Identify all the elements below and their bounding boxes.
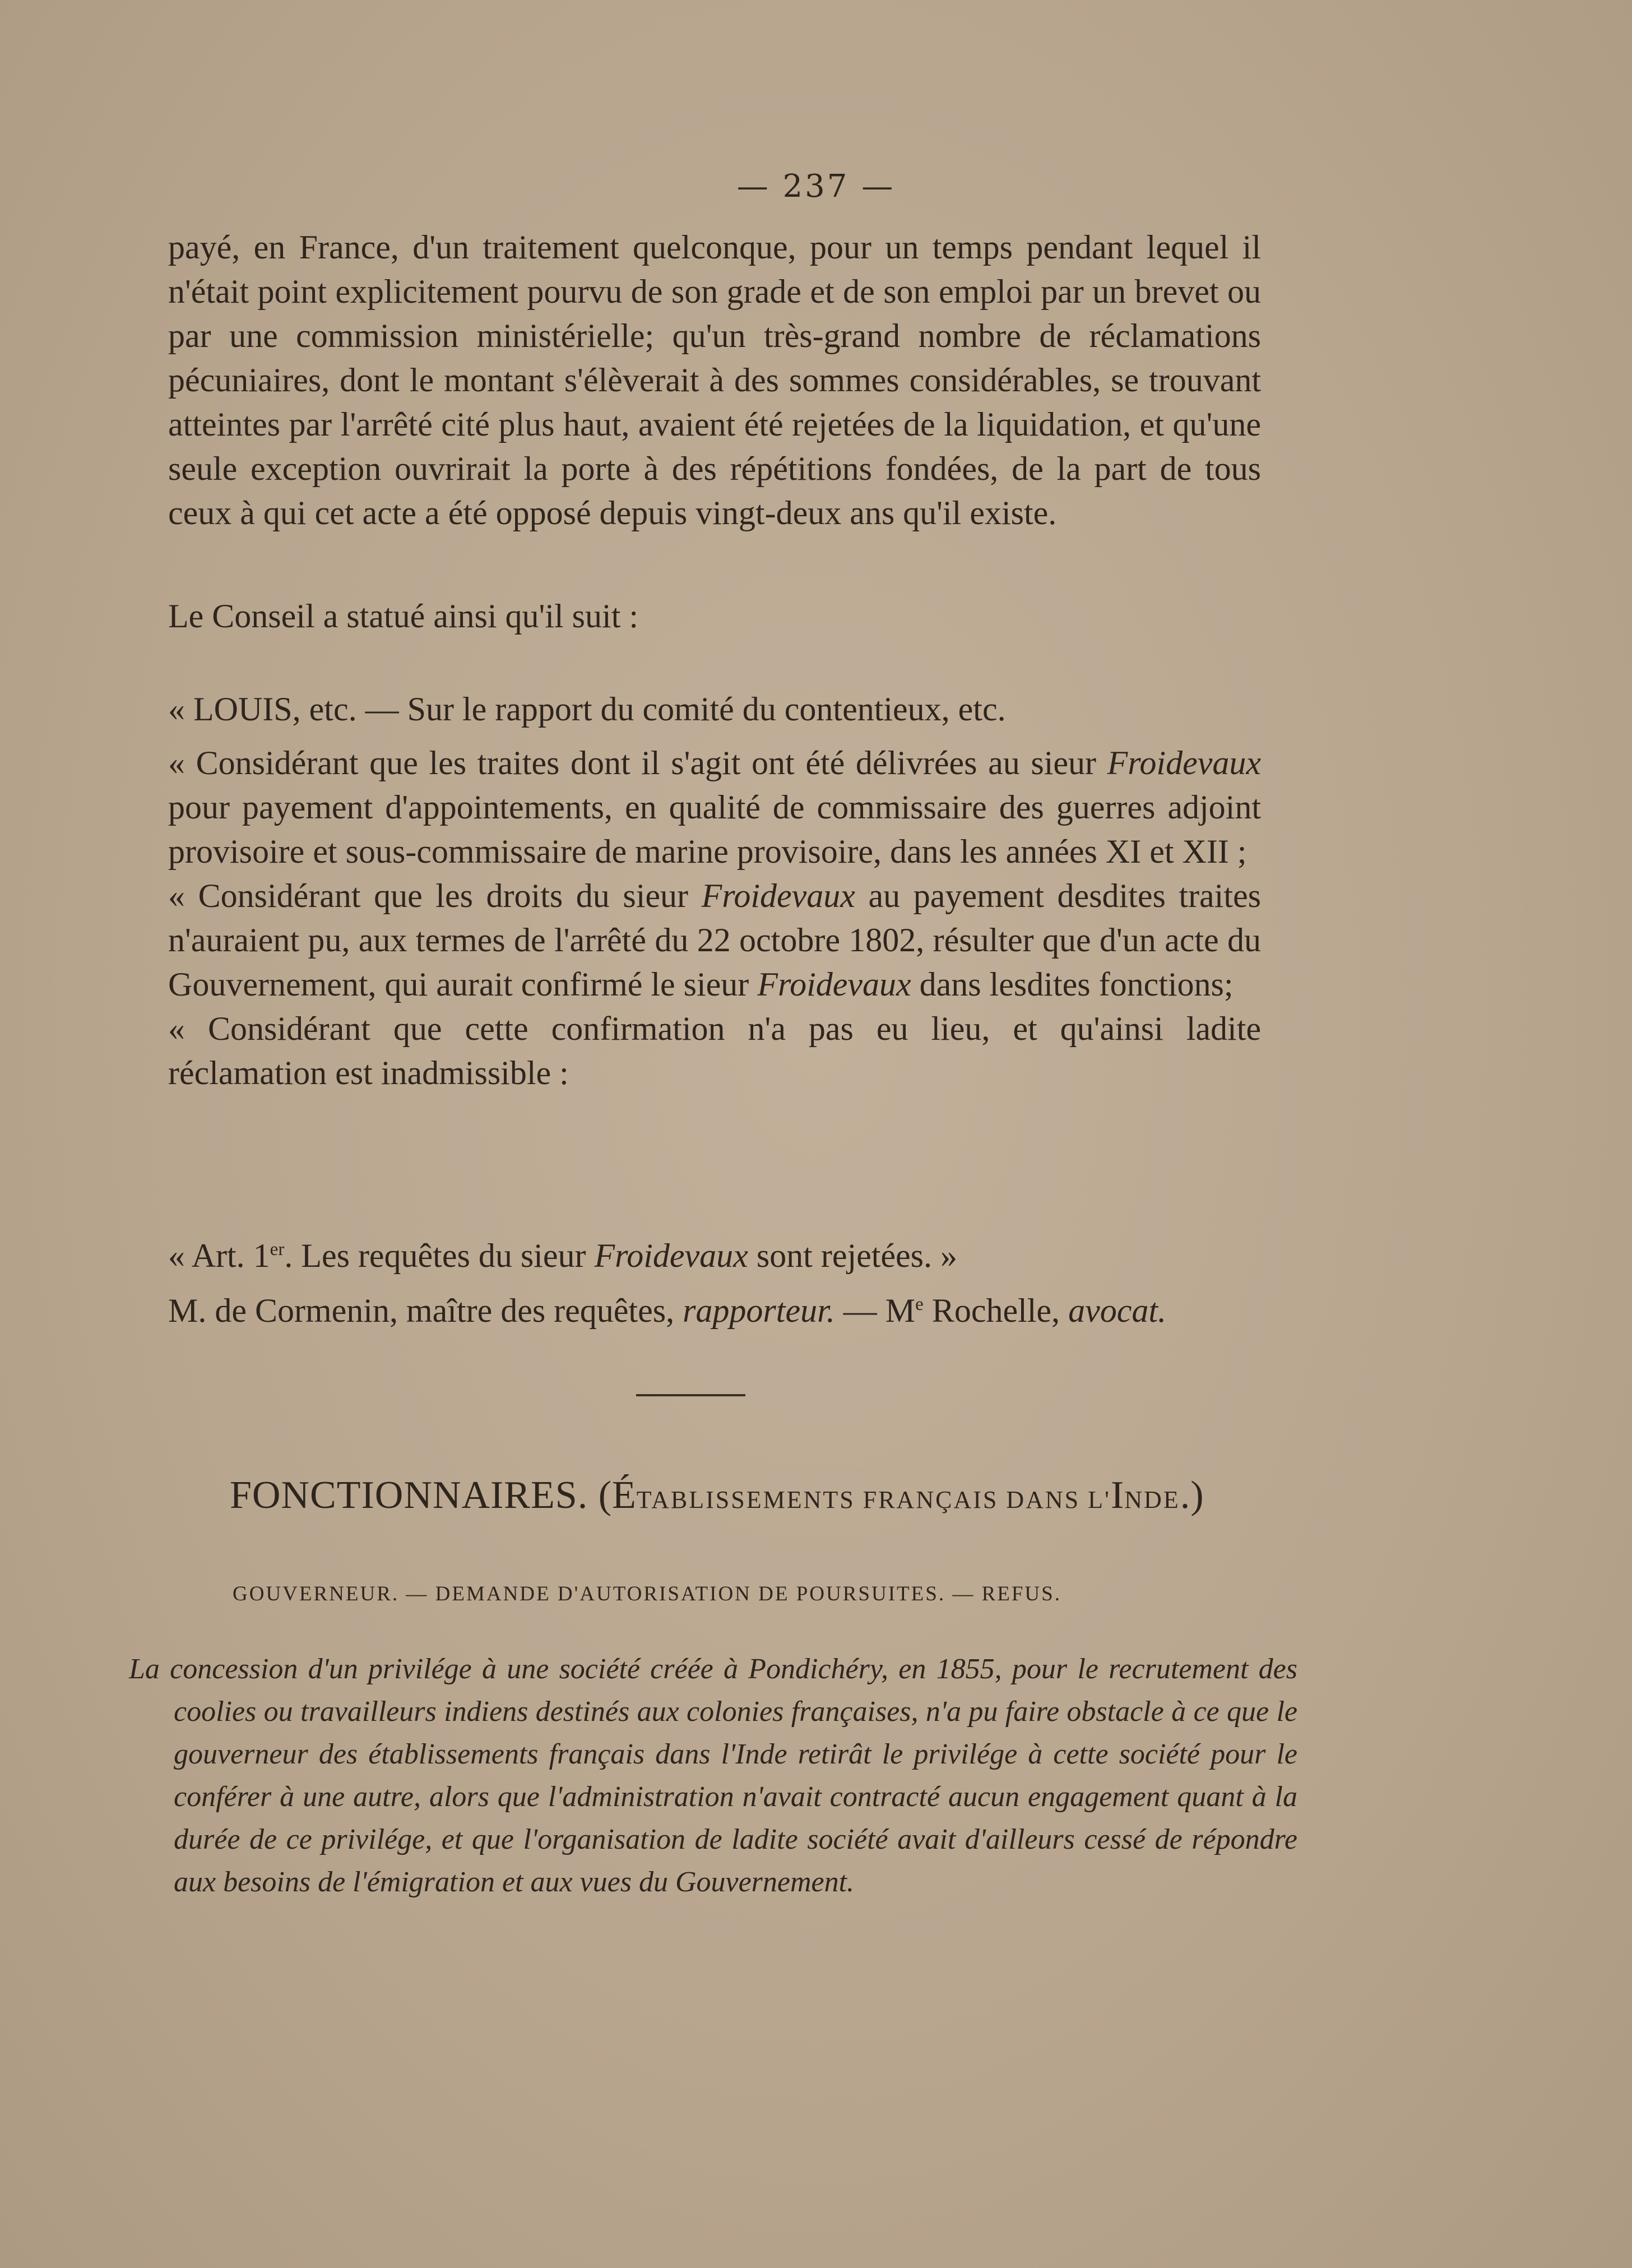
section-divider — [636, 1394, 745, 1396]
case-summary: La concession d'un privilége à une société créée à Pondichéry, en 1855, pour le recrutement des coolies ou travailleurs indiens destinés aux colonies françaises, n'a pu faire obstacle à ce que le gouverneur des établissements français dans l'Inde retirât le privilége à cette société pour le conférer à une autre, alors que l'administration n'avait contracté aucun engagement quant à la durée de ce privilége, et que l'organisation de ladite société avait d'ailleurs cessé de répondre aux besoins de l'émigration et aux vues du Gouvernement. — [129, 1653, 1297, 1898]
considerant-3: « Considérant que cette confirmation n'a pas eu lieu, et qu'ainsi ladite réclamation est inadmissible : — [168, 1010, 1261, 1091]
article-1 — [168, 1228, 1261, 1278]
decree-opening — [168, 687, 1261, 732]
section-heading: FONCTIONNAIRES. (ÉTABLISSEMENTS FRANÇAIS DANS L'INDE.) — [230, 1474, 1204, 1517]
article-text: « Art. 1er. Les requêtes du sieur Froidevaux sont rejetées. » — [168, 1237, 958, 1274]
page-number: — 237 — — [736, 168, 896, 205]
considerants — [168, 741, 1261, 1095]
conseil-statement — [168, 594, 1261, 638]
considerant-2: « Considérant que les droits du sieur Froidevaux au payement desdites traites n'auraient pu, aux termes de l'arrêté du 22 octobre 1802, résulter que d'un acte du Gouvernement, qui aurait confirmé le sieur Froidevaux dans lesdites fonctions; — [168, 877, 1261, 1003]
signature-line — [168, 1283, 1261, 1333]
paragraph-text: payé, en France, d'un traitement quelconque, pour un temps pendant lequel il n'était point explicitement pourvu de son grade et de son emploi par un brevet ou par une commission ministérielle; qu'un très-grand nombre de réclamations pécuniaires, dont le montant s'élèverait à des sommes considérables, se trouvant atteintes par l'arrêté cité plus haut, avaient été rejetées de la liquidation, et qu'une seule exception ouvrirait la porte à des répétitions fondées, de la part de tous ceux à qui cet acte a été opposé depuis vingt-deux ans qu'il existe. — [168, 229, 1261, 531]
section-subheading: GOUVERNEUR. — DEMANDE D'AUTORISATION DE POURSUITES. — REFUS. — [233, 1582, 1061, 1605]
signature-text: M. de Cormenin, maître des requêtes, rapporteur. — Me Rochelle, avocat. — [168, 1292, 1166, 1329]
paragraph-continuation — [168, 225, 1261, 535]
conseil-text: Le Conseil a statué ainsi qu'il suit : — [168, 598, 639, 635]
considerant-1: « Considérant que les traites dont il s'agit ont été délivrées au sieur Froidevaux pour payement d'appointements, en qualité de commissaire des guerres adjoint provisoire et sous-commissaire de marine provisoire, dans les années XI et XII ; — [168, 744, 1261, 870]
louis-text: « LOUIS, etc. — Sur le rapport du comité du contentieux, etc. — [168, 691, 1006, 728]
